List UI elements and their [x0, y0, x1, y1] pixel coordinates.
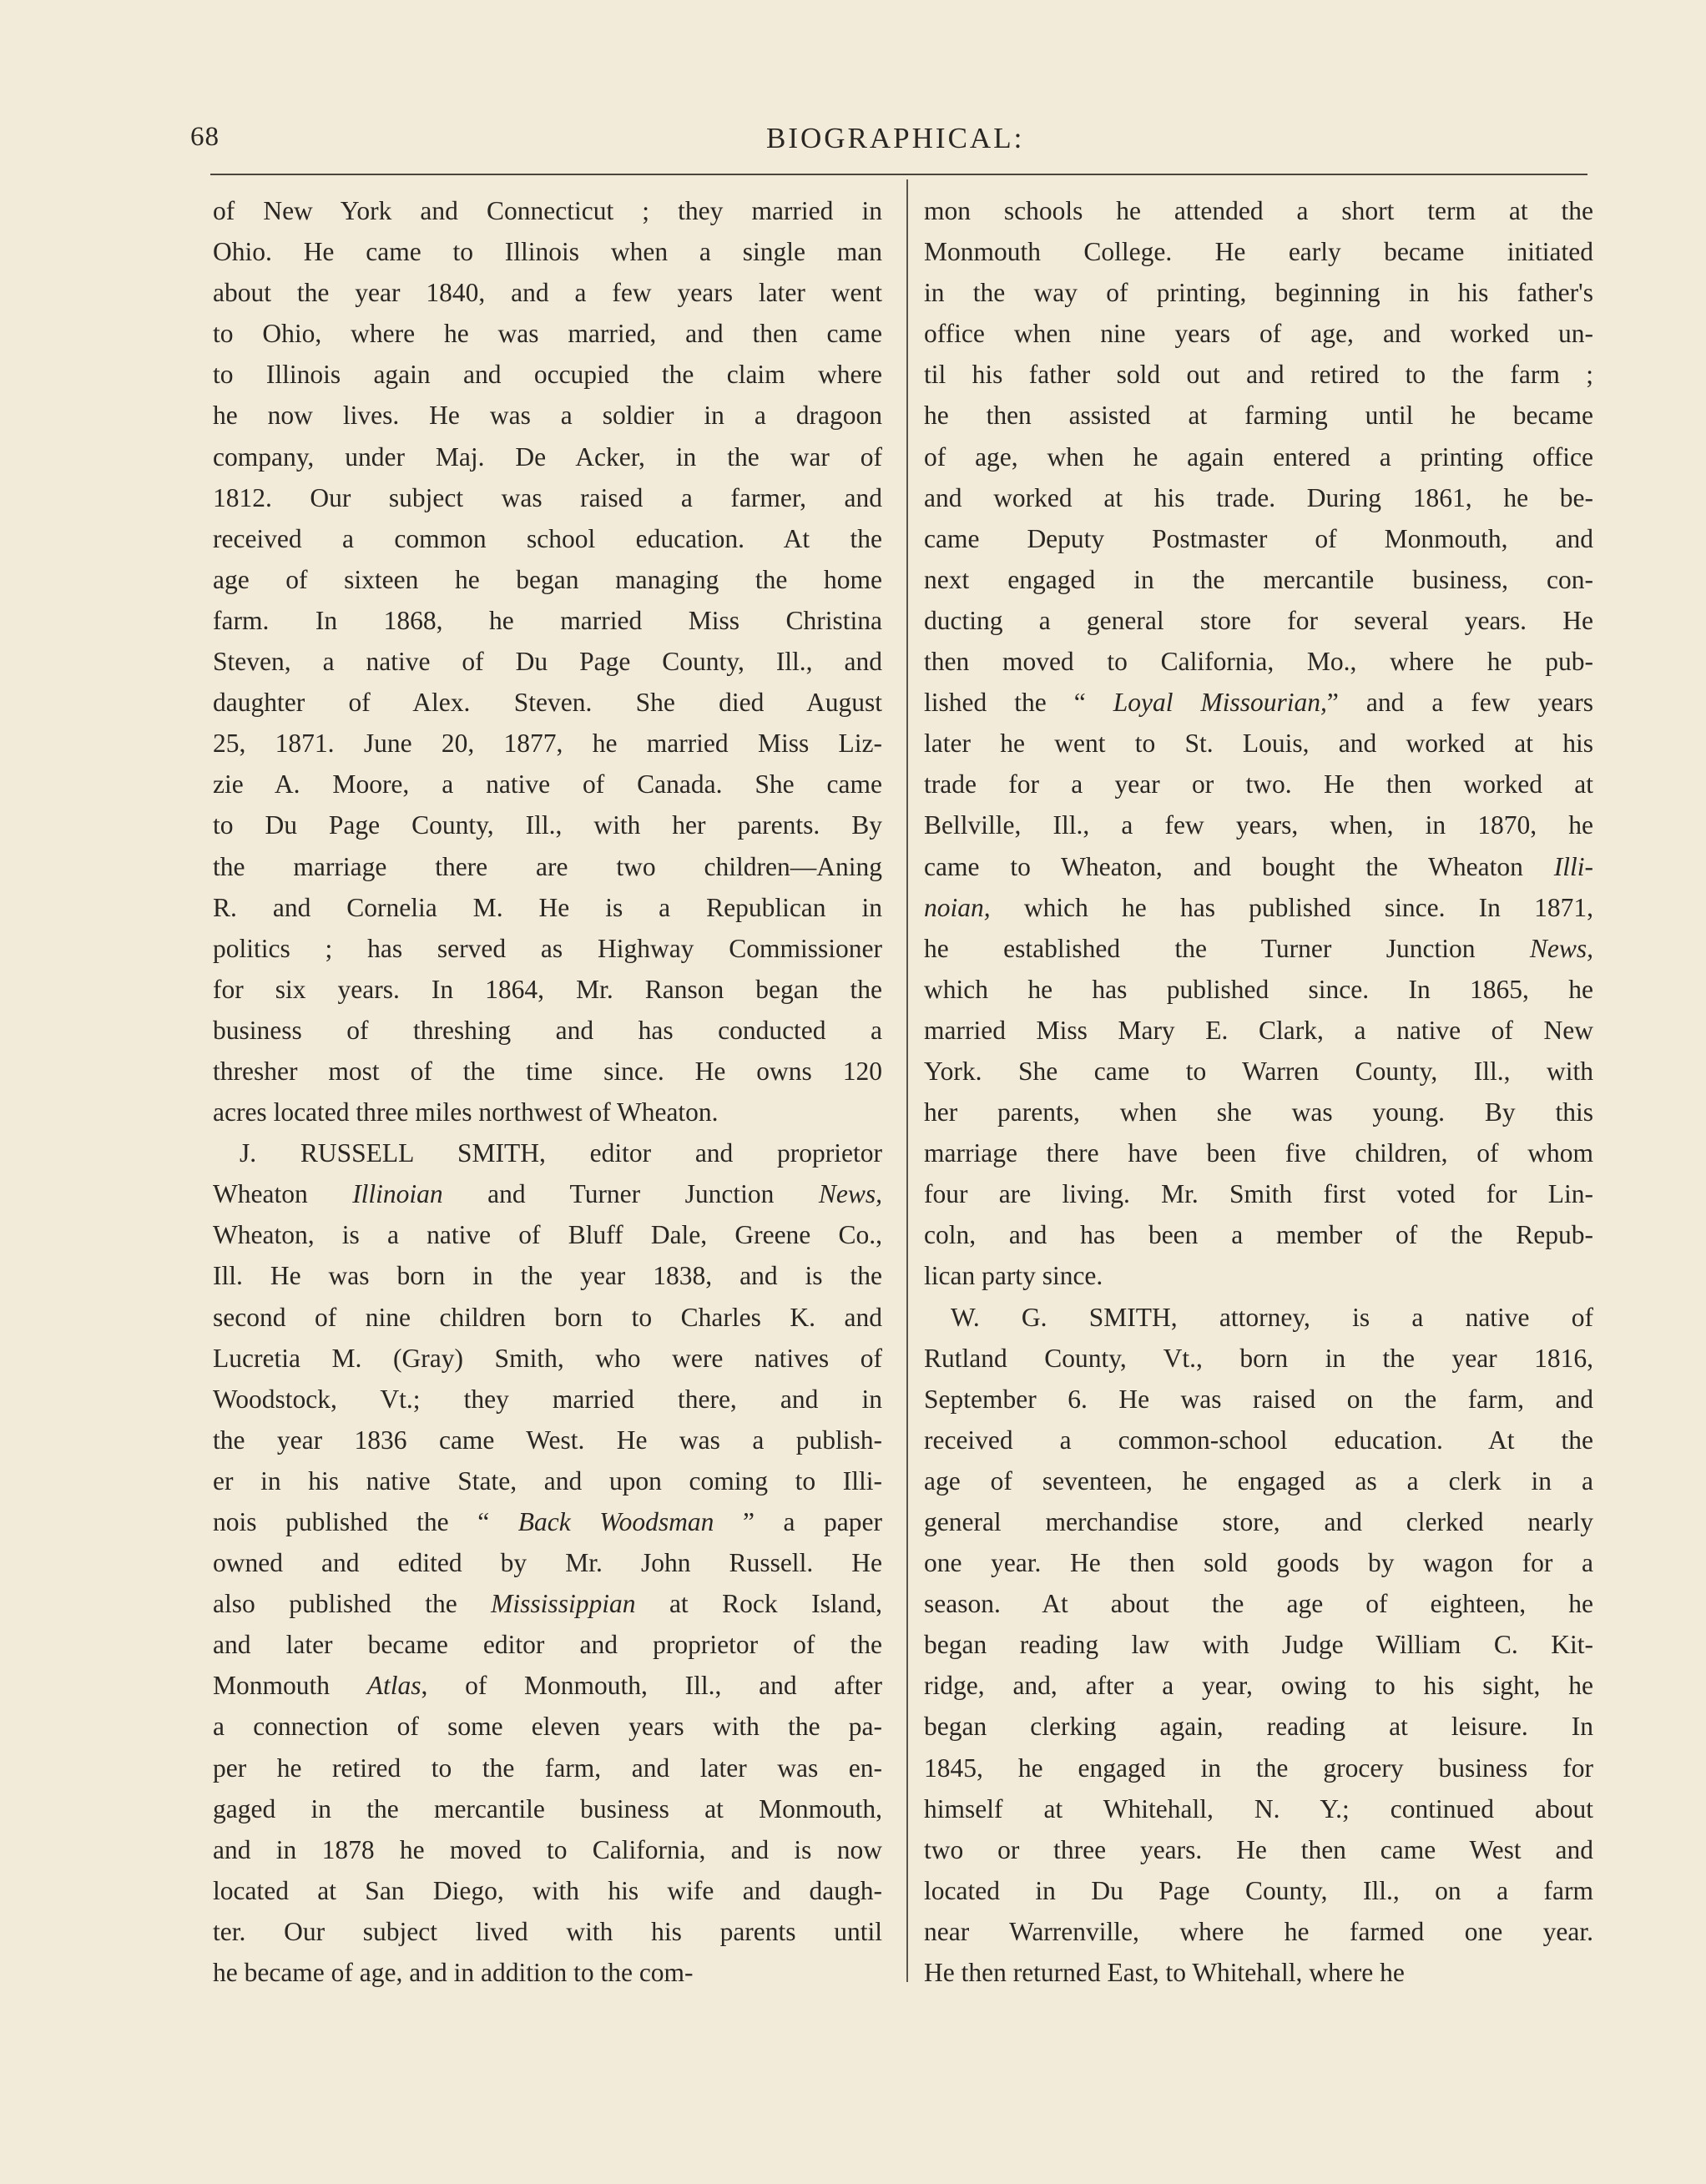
text-line: ridge, and, after a year, owing to his sight, he [924, 1671, 1593, 1701]
text-line: located in Du Page County, Ill., on a farm [924, 1875, 1593, 1905]
text-line: owned and edited by Mr. John Russell. He [213, 1548, 882, 1578]
text-line: general merchandise store, and clerked nearly [924, 1507, 1593, 1536]
text-line: gaged in the mercantile business at Monmouth, [213, 1793, 882, 1823]
text-line: 1812. Our subject was raised a farmer, and [213, 482, 882, 512]
text-line: politics ; has served as Highway Commissioner [213, 933, 882, 963]
text-line: a connection of some eleven years with the pa- [213, 1712, 882, 1742]
text-line: Lucretia M. (Gray) Smith, who were natives of [213, 1343, 882, 1373]
text-line: of New York and Connecticut ; they married in [213, 196, 882, 225]
text-line [924, 682, 1593, 723]
text-line: season. At about the age of eighteen, he [924, 1589, 1593, 1619]
text-line: thresher most of the time since. He owns 120 [213, 1056, 882, 1086]
text-line: and in 1878 he moved to California, and is now [213, 1834, 882, 1864]
text-line: married Miss Mary E. Clark, a native of New [924, 1015, 1593, 1045]
text-line: marriage there have been five children, of whom [924, 1138, 1593, 1168]
text-run: and Turner Junction [442, 1179, 819, 1209]
text-line [924, 846, 1593, 887]
text-line: Ohio. He came to Illinois when a single man [213, 237, 882, 267]
text-line: coln, and has been a member of the Repub- [924, 1220, 1593, 1250]
column-divider [906, 179, 908, 1982]
text-line: himself at Whitehall, N. Y.; continued about [924, 1793, 1593, 1823]
page-number: 68 [190, 122, 220, 152]
text-line: came Deputy Postmaster of Monmouth, and [924, 523, 1593, 553]
text-run: Wheaton [213, 1179, 353, 1209]
text-line: Woodstock, Vt.; they married there, and in [213, 1384, 882, 1414]
text-line: and worked at his trade. During 1861, he be- [924, 482, 1593, 512]
text-line: next engaged in the mercantile business, con- [924, 564, 1593, 594]
page-header [190, 122, 1586, 165]
text-line: two or three years. He then came West and [924, 1834, 1593, 1864]
text-line: age of seventeen, he engaged as a clerk in a [924, 1465, 1593, 1496]
text-run: he established the Turner Junction [924, 933, 1530, 963]
text-line: til his father sold out and retired to the farm ; [924, 360, 1593, 390]
text-line: received a common school education. At the [213, 523, 882, 553]
text-line: Ill. He was born in the year 1838, and is the [213, 1261, 882, 1291]
text-line: Wheaton, is a native of Bluff Dale, Greene Co., [213, 1220, 882, 1250]
text-line: to Du Page County, Ill., with her parents. By [213, 810, 882, 840]
text-run: lished the “ [924, 688, 1113, 718]
italic-run: Loyal Missourian, [1113, 688, 1327, 718]
text-line: later he went to St. Louis, and worked at his [924, 729, 1593, 759]
text-line: business of threshing and has conducted a [213, 1015, 882, 1045]
right-column [924, 190, 1593, 1993]
text-line: one year. He then sold goods by wagon for a [924, 1548, 1593, 1578]
text-line: farm. In 1868, he married Miss Christina [213, 605, 882, 635]
text-run: ” a paper [714, 1507, 883, 1536]
text-line: to Illinois again and occupied the claim where [213, 360, 882, 390]
text-line [213, 1583, 882, 1624]
text-line: zie A. Moore, a native of Canada. She came [213, 769, 882, 799]
italic-run: Atlas [366, 1671, 421, 1701]
text-line: her parents, when she was young. By this [924, 1097, 1593, 1127]
text-line: near Warrenville, where he farmed one year. [924, 1916, 1593, 1946]
text-line: 1845, he engaged in the grocery business for [924, 1753, 1593, 1783]
text-line: the year 1836 came West. He was a publish- [213, 1425, 882, 1455]
text-line: about the year 1840, and a few years later went [213, 278, 882, 308]
text-line: Steven, a native of Du Page County, Ill., and [213, 647, 882, 677]
text-line: York. She came to Warren County, Ill., with [924, 1056, 1593, 1086]
text-line: acres located three miles northwest of Wheaton. [213, 1097, 719, 1127]
text-line: for six years. In 1864, Mr. Ranson began the [213, 974, 882, 1004]
text-line: received a common-school education. At the [924, 1425, 1593, 1455]
text-line: began reading law with Judge William C. Kit- [924, 1630, 1593, 1660]
running-head: BIOGRAPHICAL: [766, 122, 1025, 154]
text-run: at Rock Island, [635, 1589, 882, 1619]
text-line: lican party since. [924, 1261, 1103, 1291]
text-line: company, under Maj. De Acker, in the war of [213, 441, 882, 472]
text-line: J. RUSSELL SMITH, editor and proprietor [240, 1138, 882, 1168]
text-line: which he has published since. In 1865, he [924, 974, 1593, 1004]
text-line: per he retired to the farm, and later was en- [213, 1753, 882, 1783]
text-line: September 6. He was raised on the farm, and [924, 1384, 1593, 1414]
text-line [213, 1665, 882, 1706]
text-line: trade for a year or two. He then worked at [924, 769, 1593, 799]
text-line: Rutland County, Vt., born in the year 1816, [924, 1343, 1593, 1373]
text-run: , of Monmouth, Ill., and after [421, 1671, 883, 1701]
text-line: daughter of Alex. Steven. She died August [213, 688, 882, 718]
italic-run: Mississippian [491, 1589, 636, 1619]
text-line: he then assisted at farming until he became [924, 401, 1593, 431]
text-line: then moved to California, Mo., where he pub- [924, 647, 1593, 677]
italic-run: noian, [924, 892, 991, 922]
left-column [213, 190, 882, 1993]
text-run: came to Wheaton, and bought the Wheaton [924, 851, 1554, 881]
text-line: W. G. SMITH, attorney, is a native of [951, 1302, 1593, 1332]
text-line: to Ohio, where he was married, and then came [213, 319, 882, 349]
text-line: second of nine children born to Charles K. and [213, 1302, 882, 1332]
text-line: began clerking again, reading at leisure. In [924, 1712, 1593, 1742]
text-line: ter. Our subject lived with his parents until [213, 1916, 882, 1946]
text-run: also published the [213, 1589, 492, 1619]
header-rule [210, 174, 1587, 175]
text-line: the marriage there are two children—Aning [213, 851, 882, 881]
text-line: He then returned East, to Whitehall, where he [924, 1958, 1405, 1988]
text-line: he now lives. He was a soldier in a dragoon [213, 401, 882, 431]
text-line: office when nine years of age, and worked un- [924, 319, 1593, 349]
text-line: he became of age, and in addition to the com- [213, 1958, 694, 1988]
text-line [924, 887, 1593, 928]
text-line: ducting a general store for several years. He [924, 605, 1593, 635]
text-line [213, 1501, 882, 1542]
italic-run: News, [1529, 933, 1593, 963]
text-line: and later became editor and proprietor of the [213, 1630, 882, 1660]
italic-run: Back Woodsman [517, 1507, 714, 1536]
text-line: located at San Diego, with his wife and daugh- [213, 1875, 882, 1905]
text-line: er in his native State, and upon coming to Illi- [213, 1465, 882, 1496]
text-run: nois published the “ [213, 1507, 518, 1536]
text-line: in the way of printing, beginning in his father's [924, 278, 1593, 308]
text-run: ” and a few years [1326, 688, 1593, 718]
text-line: age of sixteen he began managing the home [213, 564, 882, 594]
text-run: which he has published since. In 1871, [990, 892, 1593, 922]
text-line [924, 928, 1593, 969]
text-line [213, 1173, 882, 1214]
text-line: R. and Cornelia M. He is a Republican in [213, 892, 882, 922]
text-run: Monmouth [213, 1671, 367, 1701]
text-line: mon schools he attended a short term at the [924, 196, 1593, 225]
text-line: of age, when he again entered a printing office [924, 441, 1593, 472]
italic-run: Illi- [1553, 851, 1593, 881]
text-line: Monmouth College. He early became initiated [924, 237, 1593, 267]
text-line: Bellville, Ill., a few years, when, in 1870, he [924, 810, 1593, 840]
italic-run: News, [818, 1179, 883, 1209]
text-line: four are living. Mr. Smith first voted for Lin- [924, 1179, 1593, 1209]
text-line: 25, 1871. June 20, 1877, he married Miss Liz- [213, 729, 882, 759]
italic-run: Illinoian [352, 1179, 443, 1209]
